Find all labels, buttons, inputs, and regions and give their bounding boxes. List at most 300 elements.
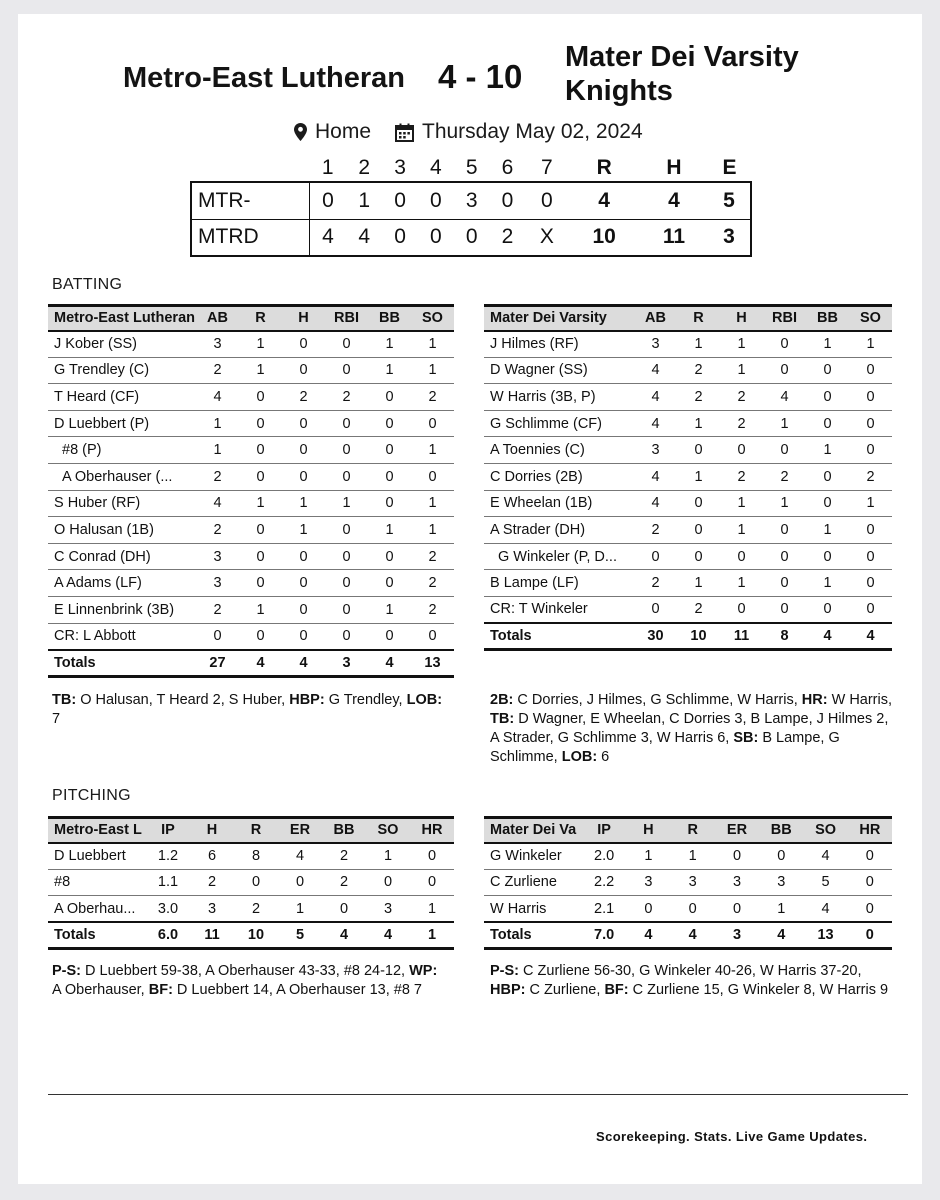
total-cell: 5 xyxy=(278,922,322,949)
batting-table-away xyxy=(48,304,454,678)
stat-cell: 3 xyxy=(196,331,239,358)
total-cell: 27 xyxy=(196,650,239,677)
note-text: W Harris, xyxy=(827,692,897,708)
stat-cell: 1 xyxy=(366,843,410,870)
note-text: C Dorries, J Hilmes, G Schlimme, W Harris, xyxy=(513,692,802,708)
note-text: D Luebbert 14, A Oberhauser 13, #8 7 xyxy=(172,982,422,998)
stat-cell: 3.0 xyxy=(146,896,190,923)
inning-score: 0 xyxy=(309,182,346,219)
stat-cell: 0 xyxy=(410,869,454,896)
stat-cell: 0 xyxy=(806,410,849,437)
stat-cell: 1 xyxy=(720,357,763,384)
stat-column-header: H xyxy=(190,818,234,843)
box-score-page xyxy=(18,14,922,1184)
stat-cell: 0 xyxy=(806,357,849,384)
total-cell: 10 xyxy=(234,922,278,949)
stat-cell: 0 xyxy=(282,596,325,623)
player-name: D Wagner (SS) xyxy=(484,357,634,384)
stat-cell: 4 xyxy=(634,384,677,411)
inning-header: 1 xyxy=(321,155,334,179)
stat-column-header: BB xyxy=(322,818,366,843)
pitching-section-title: PITCHING xyxy=(52,787,131,804)
stat-cell: 0 xyxy=(848,843,892,870)
pitching-table-away xyxy=(48,816,454,950)
stat-cell: 0 xyxy=(411,463,454,490)
stat-cell: 0 xyxy=(806,463,849,490)
pitching-table-home xyxy=(484,816,892,950)
note-label: P-S: xyxy=(490,963,519,979)
stat-cell: 0 xyxy=(720,543,763,570)
stat-cell: 8 xyxy=(234,843,278,870)
stat-cell: 3 xyxy=(759,869,803,896)
stat-cell: 3 xyxy=(190,896,234,923)
stat-cell: 0 xyxy=(368,543,411,570)
batting-section-title: BATTING xyxy=(52,276,123,293)
stat-cell: 2 xyxy=(411,596,454,623)
stat-cell: 1.2 xyxy=(146,843,190,870)
table-row xyxy=(48,570,454,597)
inning-score: 4 xyxy=(346,219,382,256)
total-cell: 4 xyxy=(368,650,411,677)
note-label: LOB: xyxy=(406,692,443,708)
pitching-notes-home xyxy=(490,962,892,1000)
stat-cell: 4 xyxy=(634,357,677,384)
stat-column-header: R xyxy=(239,306,282,331)
inning-header: 6 xyxy=(501,155,514,179)
stat-column-header: H xyxy=(626,818,670,843)
stat-cell: 4 xyxy=(634,490,677,517)
stat-cell: 4 xyxy=(763,384,806,411)
note-label: SB: xyxy=(733,730,759,746)
stat-cell: 1 xyxy=(677,410,720,437)
inning-score: 2 xyxy=(490,219,526,256)
stat-cell: 0 xyxy=(763,437,806,464)
stat-cell: 1 xyxy=(239,596,282,623)
note-text: A Oberhauser, xyxy=(52,963,441,998)
table-row xyxy=(48,331,454,358)
stat-cell: 2 xyxy=(411,384,454,411)
stat-cell: 4 xyxy=(196,490,239,517)
stat-cell: 1 xyxy=(411,357,454,384)
stat-cell: 1 xyxy=(806,570,849,597)
table-row xyxy=(484,490,892,517)
stat-cell: 0 xyxy=(720,596,763,623)
note-label: BF: xyxy=(148,982,173,998)
stat-cell: 0 xyxy=(239,543,282,570)
stat-cell: 4 xyxy=(278,843,322,870)
total-cell: 4 xyxy=(759,922,803,949)
stat-cell: 2 xyxy=(677,384,720,411)
final-score: 4 - 10 xyxy=(438,58,523,95)
player-name: O Halusan (1B) xyxy=(48,517,196,544)
stat-cell: 1 xyxy=(720,490,763,517)
stat-cell: 2 xyxy=(234,896,278,923)
inning-score: 0 xyxy=(382,182,418,219)
stat-cell: 0 xyxy=(849,543,892,570)
inning-header: 2 xyxy=(358,155,371,179)
stat-cell: 3 xyxy=(634,331,677,358)
stat-cell: 1 xyxy=(849,490,892,517)
stat-column-header: SO xyxy=(411,306,454,331)
stat-cell: 4 xyxy=(634,410,677,437)
stat-cell: 1 xyxy=(720,570,763,597)
stat-cell: 2.0 xyxy=(582,843,626,870)
note-label: HBP: xyxy=(490,982,526,998)
inning-score: 4 xyxy=(309,219,346,256)
stat-cell: 0 xyxy=(626,896,670,923)
stat-cell: 1 xyxy=(763,410,806,437)
stat-cell: 0 xyxy=(325,570,368,597)
player-name: C Conrad (DH) xyxy=(48,543,196,570)
stat-cell: 0 xyxy=(849,437,892,464)
stat-cell: 0 xyxy=(234,869,278,896)
stat-cell: 0 xyxy=(239,384,282,411)
note-text: C Zurliene 15, G Winkeler 8, W Harris 9 xyxy=(628,982,889,998)
footer-divider xyxy=(48,1094,908,1095)
stat-cell: 0 xyxy=(849,517,892,544)
stat-cell: 0 xyxy=(282,463,325,490)
stat-cell: 2 xyxy=(411,543,454,570)
stat-cell: 0 xyxy=(282,623,325,650)
stat-cell: 0 xyxy=(239,463,282,490)
footer-tagline: Scorekeeping. Stats. Live Game Updates. xyxy=(596,1129,868,1144)
stat-cell: 0 xyxy=(763,543,806,570)
stat-cell: 0 xyxy=(677,543,720,570)
table-row xyxy=(48,896,454,923)
stat-cell: 1 xyxy=(806,437,849,464)
stat-cell: 0 xyxy=(411,410,454,437)
note-label: 2B: xyxy=(490,692,514,708)
stat-cell: 0 xyxy=(368,570,411,597)
stat-cell: 0 xyxy=(368,437,411,464)
stat-cell: 2 xyxy=(763,463,806,490)
team-column-header: Mater Dei Varsity xyxy=(484,306,634,331)
map-pin-icon xyxy=(294,123,307,141)
stat-cell: 1 xyxy=(720,331,763,358)
stat-cell: 0 xyxy=(715,843,759,870)
player-name: S Huber (RF) xyxy=(48,490,196,517)
stat-cell: 3 xyxy=(634,437,677,464)
linescore-header xyxy=(191,154,751,182)
player-name: J Kober (SS) xyxy=(48,331,196,358)
total-cell: 11 xyxy=(720,623,763,650)
total-cell: 11 xyxy=(190,922,234,949)
stat-cell: 0 xyxy=(239,410,282,437)
player-name: W Harris xyxy=(484,896,582,923)
total-cell: 1 xyxy=(410,922,454,949)
stat-cell: 0 xyxy=(368,384,411,411)
table-row xyxy=(48,843,454,870)
stat-cell: 2 xyxy=(677,357,720,384)
note-label: BF: xyxy=(604,982,629,998)
stat-cell: 0 xyxy=(848,869,892,896)
stat-cell: 2 xyxy=(196,357,239,384)
table-row xyxy=(48,869,454,896)
stat-cell: 0 xyxy=(282,410,325,437)
stat-cell: 2.1 xyxy=(582,896,626,923)
totals-label: Totals xyxy=(48,650,196,677)
table-row xyxy=(48,490,454,517)
stat-cell: 1 xyxy=(677,331,720,358)
inning-score: 3 xyxy=(454,182,490,219)
inning-score: 0 xyxy=(382,219,418,256)
stat-cell: 2 xyxy=(411,570,454,597)
note-label: HBP: xyxy=(289,692,325,708)
stat-cell: 1 xyxy=(368,331,411,358)
stat-cell: 0 xyxy=(759,843,803,870)
hits-header: H xyxy=(666,155,682,179)
stat-cell: 3 xyxy=(671,869,715,896)
note-text: C Zurliene 56-30, G Winkeler 40-26, W Harris 37-20, xyxy=(519,963,866,979)
stat-cell: 0 xyxy=(411,623,454,650)
stat-cell: 2 xyxy=(849,463,892,490)
linescore-corner xyxy=(191,154,309,182)
stat-column-header: ER xyxy=(278,818,322,843)
stat-cell: 0 xyxy=(806,490,849,517)
stat-cell: 0 xyxy=(239,623,282,650)
stat-cell: 0 xyxy=(763,596,806,623)
table-row xyxy=(484,463,892,490)
player-name: A Toennies (C) xyxy=(484,437,634,464)
table-header xyxy=(48,306,454,331)
stat-cell: 0 xyxy=(325,543,368,570)
player-name: C Dorries (2B) xyxy=(484,463,634,490)
stat-column-header: AB xyxy=(196,306,239,331)
table-row xyxy=(484,843,892,870)
note-text: D Luebbert 59-38, A Oberhauser 43-33, #8 24-12, xyxy=(81,963,410,979)
total-cell: 4 xyxy=(849,623,892,650)
runs-total: 10 xyxy=(568,219,640,256)
player-name: W Harris (3B, P) xyxy=(484,384,634,411)
player-name: A Oberhau... xyxy=(48,896,146,923)
stat-cell: 2 xyxy=(196,463,239,490)
note-text: D Wagner, E Wheelan, C Dorries 3, B Lampe, J Hilmes 2, A Strader, G Schlimme 3, W Harris 6, xyxy=(490,711,892,746)
stat-cell: 3 xyxy=(196,543,239,570)
stat-cell: 1 xyxy=(411,331,454,358)
stat-cell: 0 xyxy=(325,596,368,623)
player-name: CR: L Abbott xyxy=(48,623,196,650)
stat-cell: 2 xyxy=(190,869,234,896)
table-row xyxy=(48,463,454,490)
total-cell: 4 xyxy=(671,922,715,949)
stat-cell: 1 xyxy=(411,517,454,544)
note-label: TB: xyxy=(52,692,77,708)
stat-cell: 0 xyxy=(806,543,849,570)
stat-cell: 1 xyxy=(677,570,720,597)
stat-cell: 1 xyxy=(239,490,282,517)
errors-total: 5 xyxy=(708,182,751,219)
total-cell: 0 xyxy=(848,922,892,949)
stat-cell: 0 xyxy=(282,543,325,570)
player-name: C Zurliene xyxy=(484,869,582,896)
home-team-name: Mater Dei Varsity Knights xyxy=(565,41,799,107)
total-cell: 8 xyxy=(763,623,806,650)
stat-column-header: RBI xyxy=(763,306,806,331)
stat-cell: 1 xyxy=(410,896,454,923)
player-name: G Trendley (C) xyxy=(48,357,196,384)
stat-cell: 1 xyxy=(806,331,849,358)
linescore-team: MTRD xyxy=(191,219,309,256)
table-row xyxy=(484,570,892,597)
table-row xyxy=(48,596,454,623)
note-label: TB: xyxy=(490,711,515,727)
total-cell: 30 xyxy=(634,623,677,650)
stat-cell: 1 xyxy=(626,843,670,870)
total-cell: 4 xyxy=(366,922,410,949)
stat-cell: 0 xyxy=(325,463,368,490)
runs-total: 4 xyxy=(568,182,640,219)
stat-cell: 2 xyxy=(720,410,763,437)
stat-cell: 0 xyxy=(239,570,282,597)
stat-column-header: HR xyxy=(848,818,892,843)
stat-cell: 0 xyxy=(325,410,368,437)
stat-cell: 1 xyxy=(239,357,282,384)
stat-cell: 1 xyxy=(720,517,763,544)
stat-cell: 2.2 xyxy=(582,869,626,896)
note-text: O Halusan, T Heard 2, S Huber, xyxy=(76,692,290,708)
stat-cell: 4 xyxy=(634,463,677,490)
table-row xyxy=(484,896,892,923)
note-label: P-S: xyxy=(52,963,81,979)
stat-cell: 0 xyxy=(763,570,806,597)
stat-cell: 1 xyxy=(411,490,454,517)
stat-cell: 3 xyxy=(626,869,670,896)
stat-cell: 0 xyxy=(677,517,720,544)
table-header xyxy=(484,306,892,331)
linescore-row-away xyxy=(191,182,751,219)
stat-cell: 1 xyxy=(282,517,325,544)
inning-score: 0 xyxy=(490,182,526,219)
team-column-header: Metro-East L xyxy=(48,818,146,843)
stat-cell: 1.1 xyxy=(146,869,190,896)
stat-cell: 0 xyxy=(677,437,720,464)
player-name: B Lampe (LF) xyxy=(484,570,634,597)
stat-cell: 1 xyxy=(282,490,325,517)
stat-cell: 2 xyxy=(196,517,239,544)
table-row xyxy=(484,517,892,544)
table-header xyxy=(484,818,892,843)
stat-cell: 0 xyxy=(806,596,849,623)
inning-header: 4 xyxy=(430,155,442,179)
linescore-team: MTR- xyxy=(191,182,309,219)
table-row xyxy=(484,543,892,570)
stat-cell: 0 xyxy=(720,437,763,464)
pitching-notes-away xyxy=(52,962,444,1000)
total-cell: 4 xyxy=(282,650,325,677)
stat-column-header: IP xyxy=(582,818,626,843)
stat-column-header: IP xyxy=(146,818,190,843)
stat-cell: 2 xyxy=(282,384,325,411)
stat-column-header: R xyxy=(677,306,720,331)
note-text: 6 xyxy=(597,749,610,765)
stat-cell: 2 xyxy=(322,843,366,870)
errors-total: 3 xyxy=(708,219,751,256)
location-label: Home xyxy=(315,120,372,143)
stat-cell: 6 xyxy=(190,843,234,870)
table-row xyxy=(48,384,454,411)
stat-cell: 0 xyxy=(196,623,239,650)
inning-score: 0 xyxy=(454,219,490,256)
table-row xyxy=(484,410,892,437)
stat-cell: 2 xyxy=(634,570,677,597)
inning-score: X xyxy=(525,219,568,256)
note-label: HR: xyxy=(801,692,828,708)
total-cell: 3 xyxy=(325,650,368,677)
table-row xyxy=(48,517,454,544)
location xyxy=(294,120,371,144)
stat-column-header: H xyxy=(282,306,325,331)
player-name: J Hilmes (RF) xyxy=(484,331,634,358)
stat-cell: 0 xyxy=(239,437,282,464)
player-name: G Winkeler (P, D... xyxy=(484,543,634,570)
inning-header: 7 xyxy=(541,155,553,179)
totals-label: Totals xyxy=(484,922,582,949)
stat-column-header: SO xyxy=(849,306,892,331)
stat-cell: 1 xyxy=(759,896,803,923)
linescore-table xyxy=(190,154,752,257)
table-row xyxy=(48,410,454,437)
stat-column-header: SO xyxy=(803,818,847,843)
stat-cell: 0 xyxy=(849,384,892,411)
stat-cell: 0 xyxy=(677,490,720,517)
total-cell: 6.0 xyxy=(146,922,190,949)
total-cell: 7.0 xyxy=(582,922,626,949)
note-text: 7 xyxy=(52,692,447,727)
note-text: G Trendley, xyxy=(324,692,407,708)
stat-cell: 0 xyxy=(368,490,411,517)
stat-cell: 0 xyxy=(763,517,806,544)
totals-row xyxy=(484,922,892,949)
stat-cell: 0 xyxy=(282,331,325,358)
stat-cell: 2 xyxy=(720,463,763,490)
totals-row xyxy=(48,922,454,949)
batting-notes-away xyxy=(52,691,452,729)
stat-column-header: BB xyxy=(368,306,411,331)
stat-column-header: RBI xyxy=(325,306,368,331)
total-cell: 13 xyxy=(411,650,454,677)
note-label: WP: xyxy=(409,963,438,979)
note-text: C Zurliene, xyxy=(525,982,605,998)
stat-cell: 0 xyxy=(849,570,892,597)
total-cell: 4 xyxy=(322,922,366,949)
stat-cell: 0 xyxy=(282,570,325,597)
player-name: #8 (P) xyxy=(48,437,196,464)
stat-cell: 0 xyxy=(634,543,677,570)
player-name: T Heard (CF) xyxy=(48,384,196,411)
stat-column-header: BB xyxy=(759,818,803,843)
stat-column-header: HR xyxy=(410,818,454,843)
stat-cell: 0 xyxy=(325,623,368,650)
runs-header: R xyxy=(596,155,612,179)
stat-cell: 0 xyxy=(282,357,325,384)
batting-table-home xyxy=(484,304,892,651)
stat-cell: 0 xyxy=(634,596,677,623)
totals-row xyxy=(484,623,892,650)
stat-column-header: H xyxy=(720,306,763,331)
stat-cell: 4 xyxy=(803,843,847,870)
team-column-header: Mater Dei Va xyxy=(484,818,582,843)
total-cell: 4 xyxy=(806,623,849,650)
note-text: B Lampe, G Schlimme, xyxy=(490,730,844,765)
player-name: CR: T Winkeler xyxy=(484,596,634,623)
player-name: #8 xyxy=(48,869,146,896)
stat-cell: 4 xyxy=(196,384,239,411)
stat-column-header: AB xyxy=(634,306,677,331)
inning-score: 0 xyxy=(525,182,568,219)
inning-score: 1 xyxy=(346,182,382,219)
stat-cell: 0 xyxy=(325,357,368,384)
stat-cell: 0 xyxy=(322,896,366,923)
